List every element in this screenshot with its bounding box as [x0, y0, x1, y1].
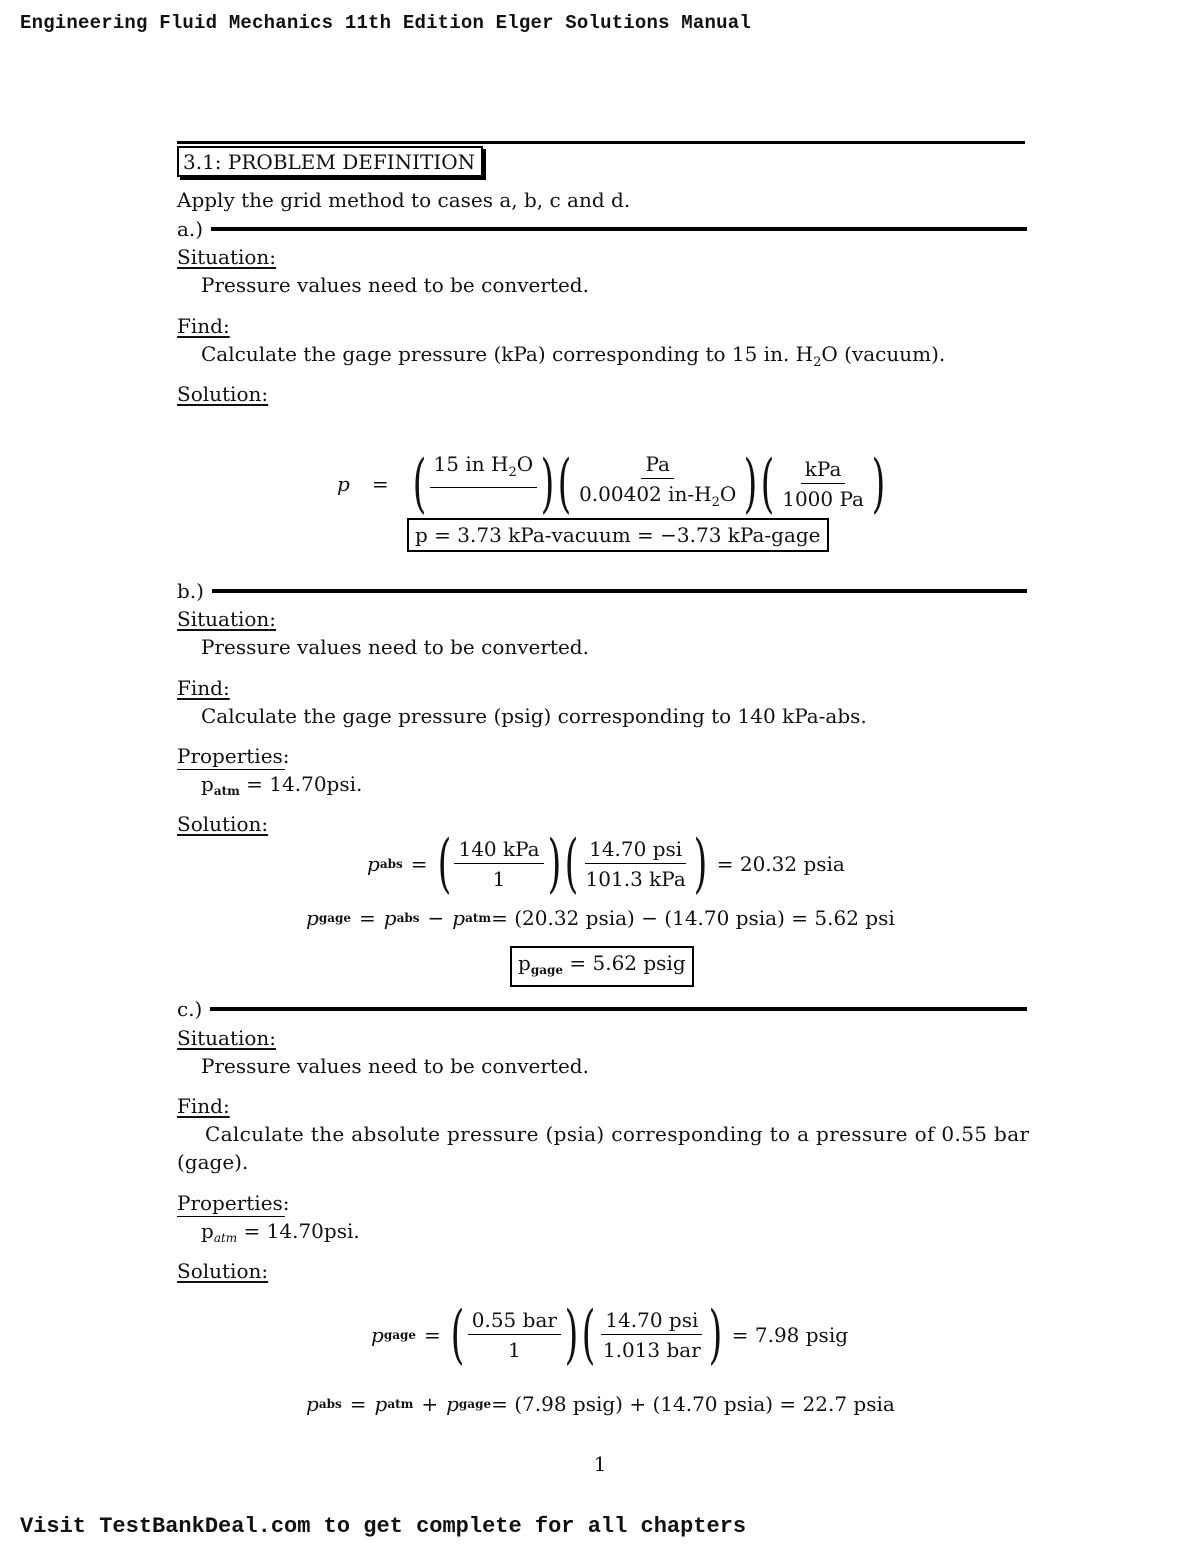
section-top-rule: [177, 141, 1025, 144]
eq-a-fraction-3: $\frac{\text{kPa}}{1000 Pa}$: [782, 456, 864, 511]
part-b-solution-heading: Solution:: [177, 812, 269, 836]
part-c-rule: [210, 1007, 1027, 1011]
part-b-find-text: Calculate the gage pressure (psig) corresponding to 140 kPa-abs.: [201, 704, 867, 728]
part-c-property: $p_{atm} = 14.70psi$.: [201, 1219, 360, 1245]
part-c-header: [177, 997, 1027, 1021]
eq-c-fraction-2: $\frac{\text{14.70 psi}}{\text{1.013 bar}}$: [602, 1308, 701, 1362]
part-a-find-text: Calculate the gage pressure (kPa) corresponding to 15 in. $H_2O$ (vacuum).: [201, 342, 946, 370]
part-c-find-heading: Find:: [177, 1094, 230, 1118]
part-a-situation-text: Pressure values need to be converted.: [201, 273, 589, 297]
part-a-find-heading: Find:: [177, 314, 230, 338]
part-b-properties-heading: Properties:: [177, 744, 290, 768]
eq-a-fraction-2: $\frac{Pa}{0.00402 in-H_2O}$: [579, 452, 737, 510]
part-b-equation-1: p abs = ( $\frac{\text{140 kPa}}{1}$ ) ( $\frac{\text{14.70 psi}}{\text{101.3 kPa}}$ ) = 20.32 psia: [367, 827, 845, 901]
part-c-find-text-line-2: (gage).: [177, 1150, 249, 1174]
part-b-header: [177, 579, 1027, 603]
part-b-find-heading: Find:: [177, 676, 230, 700]
part-c-find-text-line-1: Calculate the absolute pressure (psia) corresponding to a pressure of 0.55 bar: [205, 1122, 1030, 1146]
eq-c-fraction-1: $\frac{\text{0.55 bar}}{1}$: [468, 1308, 561, 1362]
running-header: Engineering Fluid Mechanics 11th Edition Elger Solutions Manual: [20, 12, 751, 34]
eq-a-fraction-1: 15 in $H_2O$: [430, 452, 538, 515]
eq-b-fraction-2: $\frac{\text{14.70 psi}}{\text{101.3 kPa}}$: [585, 837, 686, 891]
footer-ad-text: Visit TestBankDeal.com to get complete for all chapters: [20, 1514, 747, 1539]
part-c-solution-heading: Solution:: [177, 1259, 269, 1283]
section-title-box: 3.1: PROBLEM DEFINITION: [177, 146, 483, 177]
part-c-situation-text: Pressure values need to be converted.: [201, 1054, 589, 1078]
eq-a-equals: =: [371, 471, 389, 496]
part-b-equation-2: p gage = p abs − p atm = (20.32 psia) − (14.70 psia) = 5.62 psi: [306, 906, 895, 930]
part-b-property: $p_{atm} = 14.70psi$.: [201, 772, 363, 798]
part-a-situation-heading: Situation:: [177, 245, 277, 269]
part-b-properties-rule: [177, 769, 285, 770]
part-a-header: [177, 217, 1027, 241]
eq-a-lhs: p: [337, 471, 350, 496]
part-b-situation-heading: Situation:: [177, 607, 277, 631]
part-a-label: a.): [177, 217, 204, 241]
part-b-result-box: $p_{gage} = 5.62$ psig: [510, 946, 694, 987]
part-c-equation-1: p gage = ( $\frac{\text{0.55 bar}}{1}$ ) ( $\frac{\text{14.70 psi}}{\text{1.013 bar}}$ ) = 7.98 psig: [371, 1298, 849, 1372]
part-a-result-box: p = 3.73 kPa-vacuum = −3.73 kPa-gage: [407, 518, 829, 552]
page-number: 1: [593, 1452, 607, 1476]
part-a-solution-heading: Solution:: [177, 382, 269, 406]
part-c-situation-heading: Situation:: [177, 1026, 277, 1050]
part-b-rule: [212, 589, 1027, 593]
part-a-rule: [211, 227, 1027, 231]
eq-b-fraction-1: $\frac{\text{140 kPa}}{1}$: [454, 837, 543, 891]
part-b-label: b.): [177, 579, 204, 603]
part-c-properties-rule: [177, 1216, 285, 1217]
part-c-properties-heading: Properties:: [177, 1191, 290, 1215]
part-a-equation: p = ( 15 in $H_2O$ ) ( $\frac{Pa}{0.00402 in-H_2O}$ ) ( $\frac{\text{kPa}}{1000 Pa}$ ): [337, 446, 886, 521]
part-c-label: c.): [177, 997, 203, 1021]
part-c-equation-2: p abs = p atm + p gage = (7.98 psig) + (14.70 psia) = 22.7 psia: [306, 1392, 895, 1416]
section-intro: Apply the grid method to cases a, b, c and d.: [177, 188, 631, 212]
part-b-situation-text: Pressure values need to be converted.: [201, 635, 589, 659]
